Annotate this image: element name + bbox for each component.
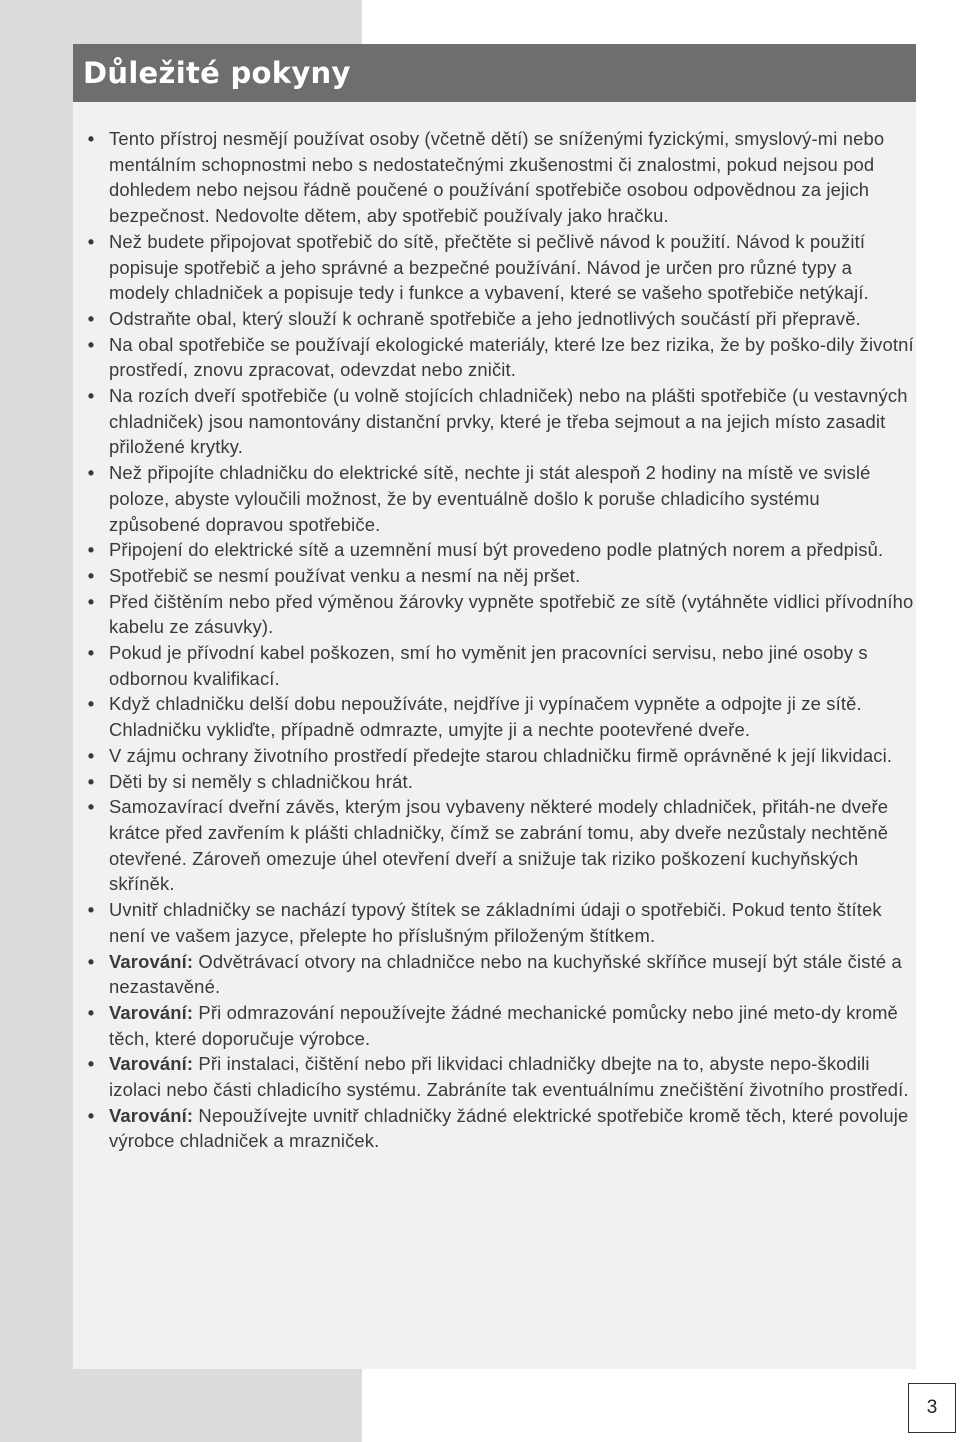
- warning-label: Varování:: [109, 1001, 194, 1023]
- bullet-icon: •: [87, 1104, 95, 1126]
- list-item: [84, 306, 916, 332]
- list-item-text: Odvětrávací otvory na chladničce nebo na kuchyňské skříňce musejí být stále čisté a nezastavěné.: [109, 950, 902, 998]
- list-item: [84, 769, 916, 795]
- bullet-icon: •: [87, 590, 95, 612]
- list-item-text: Při odmrazování nepoužívejte žádné mechanické pomůcky nebo jiné meto-dy kromě těch, které doporučuje výrobce.: [109, 1001, 898, 1049]
- list-item: [84, 332, 916, 383]
- bullet-icon: •: [87, 1001, 95, 1023]
- bullet-icon: •: [87, 385, 95, 407]
- bullet-icon: •: [87, 796, 95, 818]
- bullet-icon: •: [87, 950, 95, 972]
- bullet-icon: •: [87, 744, 95, 766]
- list-item: [84, 126, 916, 229]
- list-item: [84, 383, 916, 460]
- list-item-text: Připojení do elektrické sítě a uzemnění musí být provedeno podle platných norem a předpisů.: [109, 539, 884, 561]
- bullet-icon: •: [87, 899, 95, 921]
- warning-label: Varování:: [109, 1053, 194, 1075]
- list-item-text: V zájmu ochrany životního prostředí předejte starou chladničku firmě oprávněné k její likvidaci.: [109, 744, 893, 766]
- list-item: [84, 794, 916, 897]
- list-item-text: Při instalaci, čištění nebo při likvidaci chladničky dbejte na to, abyste nepo-škodili izolaci nebo části chladicího systému. Zabráníte tak eventuálnímu znečištění životního prostředí.: [109, 1053, 909, 1101]
- list-item-text: Než připojíte chladničku do elektrické sítě, nechte ji stát alespoň 2 hodiny na místě ve svislé poloze, abyste vyloučili možnost, že by eventuálně došlo k poruše chladicího systému způsobené dopravou spotřebiče.: [109, 462, 871, 535]
- bullet-icon: •: [87, 307, 95, 329]
- list-item: [84, 589, 916, 640]
- list-item: [84, 949, 916, 1000]
- list-item: [84, 897, 916, 948]
- list-item: [84, 229, 916, 306]
- list-item: [84, 1103, 916, 1154]
- list-item-text: Uvnitř chladničky se nachází typový štítek se základními údaji o spotřebiči. Pokud tento štítek není ve vašem jazyce, přelepte ho příslušným přiloženým štítkem.: [109, 899, 882, 946]
- list-item-text: Samozavírací dveřní závěs, kterým jsou vybaveny některé modely chladniček, přitáh-ne dveře krátce před zavřením k plášti chladničky, čímž se zabrání tomu, aby dveře nezůstaly nechtěně otevřené. Zároveň omezuje úhel otevření dveří a snižuje tak riziko poškození kuchyňských skříněk.: [109, 796, 889, 895]
- list-item: [84, 537, 916, 563]
- page-number: 3: [926, 1397, 938, 1418]
- instruction-list: [84, 126, 916, 1154]
- list-item: [84, 1000, 916, 1051]
- bullet-icon: •: [87, 230, 95, 252]
- list-item: [84, 743, 916, 769]
- list-item-text: Před čištěním nebo před výměnou žárovky vypněte spotřebič ze sítě (vytáhněte vidlici přívodního kabelu ze zásuvky).: [109, 590, 914, 638]
- list-item: [84, 563, 916, 589]
- list-item-text: Na obal spotřebiče se používají ekologické materiály, které lze bez rizika, že by poško-dily životní prostředí, znovu zpracovat, odevzdat nebo zničit.: [109, 333, 914, 381]
- bullet-icon: •: [87, 1053, 95, 1075]
- list-item: [84, 460, 916, 537]
- warning-label: Varování:: [109, 1104, 194, 1126]
- list-item: [84, 691, 916, 742]
- list-item-text: Na rozích dveří spotřebiče (u volně stojících chladniček) nebo na plášti spotřebiče (u vestavných chladniček) jsou namontovány distanční prvky, které je třeba sejmout a na jejich místo zasadit přiložené krytky.: [109, 385, 908, 458]
- bullet-icon: •: [87, 462, 95, 484]
- bullet-icon: •: [87, 693, 95, 715]
- bullet-icon: •: [87, 128, 95, 149]
- list-item: [84, 1051, 916, 1102]
- bullet-icon: •: [87, 642, 95, 664]
- list-item-text: Než budete připojovat spotřebič do sítě, přečtěte si pečlivě návod k použití. Návod k použití popisuje spotřebič a jeho správné a bezpečné používání. Návod je určen pro různé typy a modely chladniček a popisuje tedy i funkce a vybavení, které se vašeho spotřebiče netýkají.: [109, 230, 869, 304]
- list-item-text: Tento přístroj nesmějí používat osoby (včetně dětí) se sníženými fyzickými, smyslový-mi nebo mentálním schopnostmi nebo s nedostatečnými zkušenostmi či znalostmi, pokud nejsou pod dohledem nebo nejsou řádně poučené o používání spotřebiče osobou odpovědnou za jejich bezpečnost. Nedovolte dětem, aby spotřebič používaly jako hračku.: [109, 128, 885, 227]
- bullet-icon: •: [87, 564, 95, 586]
- page-number-box: [908, 1383, 956, 1433]
- warning-label: Varování:: [109, 950, 194, 972]
- list-item: [84, 640, 916, 691]
- list-item-text: Když chladničku delší dobu nepoužíváte, nejdříve ji vypínačem vypněte a odpojte ji ze sítě. Chladničku vykliďte, případně odmrazte, umyjte ji a nechte pootevřené dveře.: [109, 693, 862, 741]
- list-item-text: Spotřebič se nesmí používat venku a nesmí na něj pršet.: [109, 564, 581, 586]
- list-item-text: Pokud je přívodní kabel poškozen, smí ho vyměnit jen pracovníci servisu, nebo jiné osoby s odbornou kvalifikací.: [109, 642, 868, 689]
- bullet-icon: •: [87, 333, 95, 355]
- bullet-icon: •: [87, 539, 95, 561]
- list-item-text: Odstraňte obal, který slouží k ochraně spotřebiče a jeho jednotlivých součástí při přepravě.: [109, 307, 861, 329]
- bullet-icon: •: [87, 770, 95, 792]
- page-title: Důležité pokyny: [83, 56, 351, 90]
- list-item-text: Nepoužívejte uvnitř chladničky žádné elektrické spotřebiče kromě těch, které povoluje výrobce chladniček a mrazniček.: [109, 1104, 909, 1152]
- title-bar: [73, 44, 916, 102]
- list-item-text: Děti by si neměly s chladničkou hrát.: [109, 770, 414, 792]
